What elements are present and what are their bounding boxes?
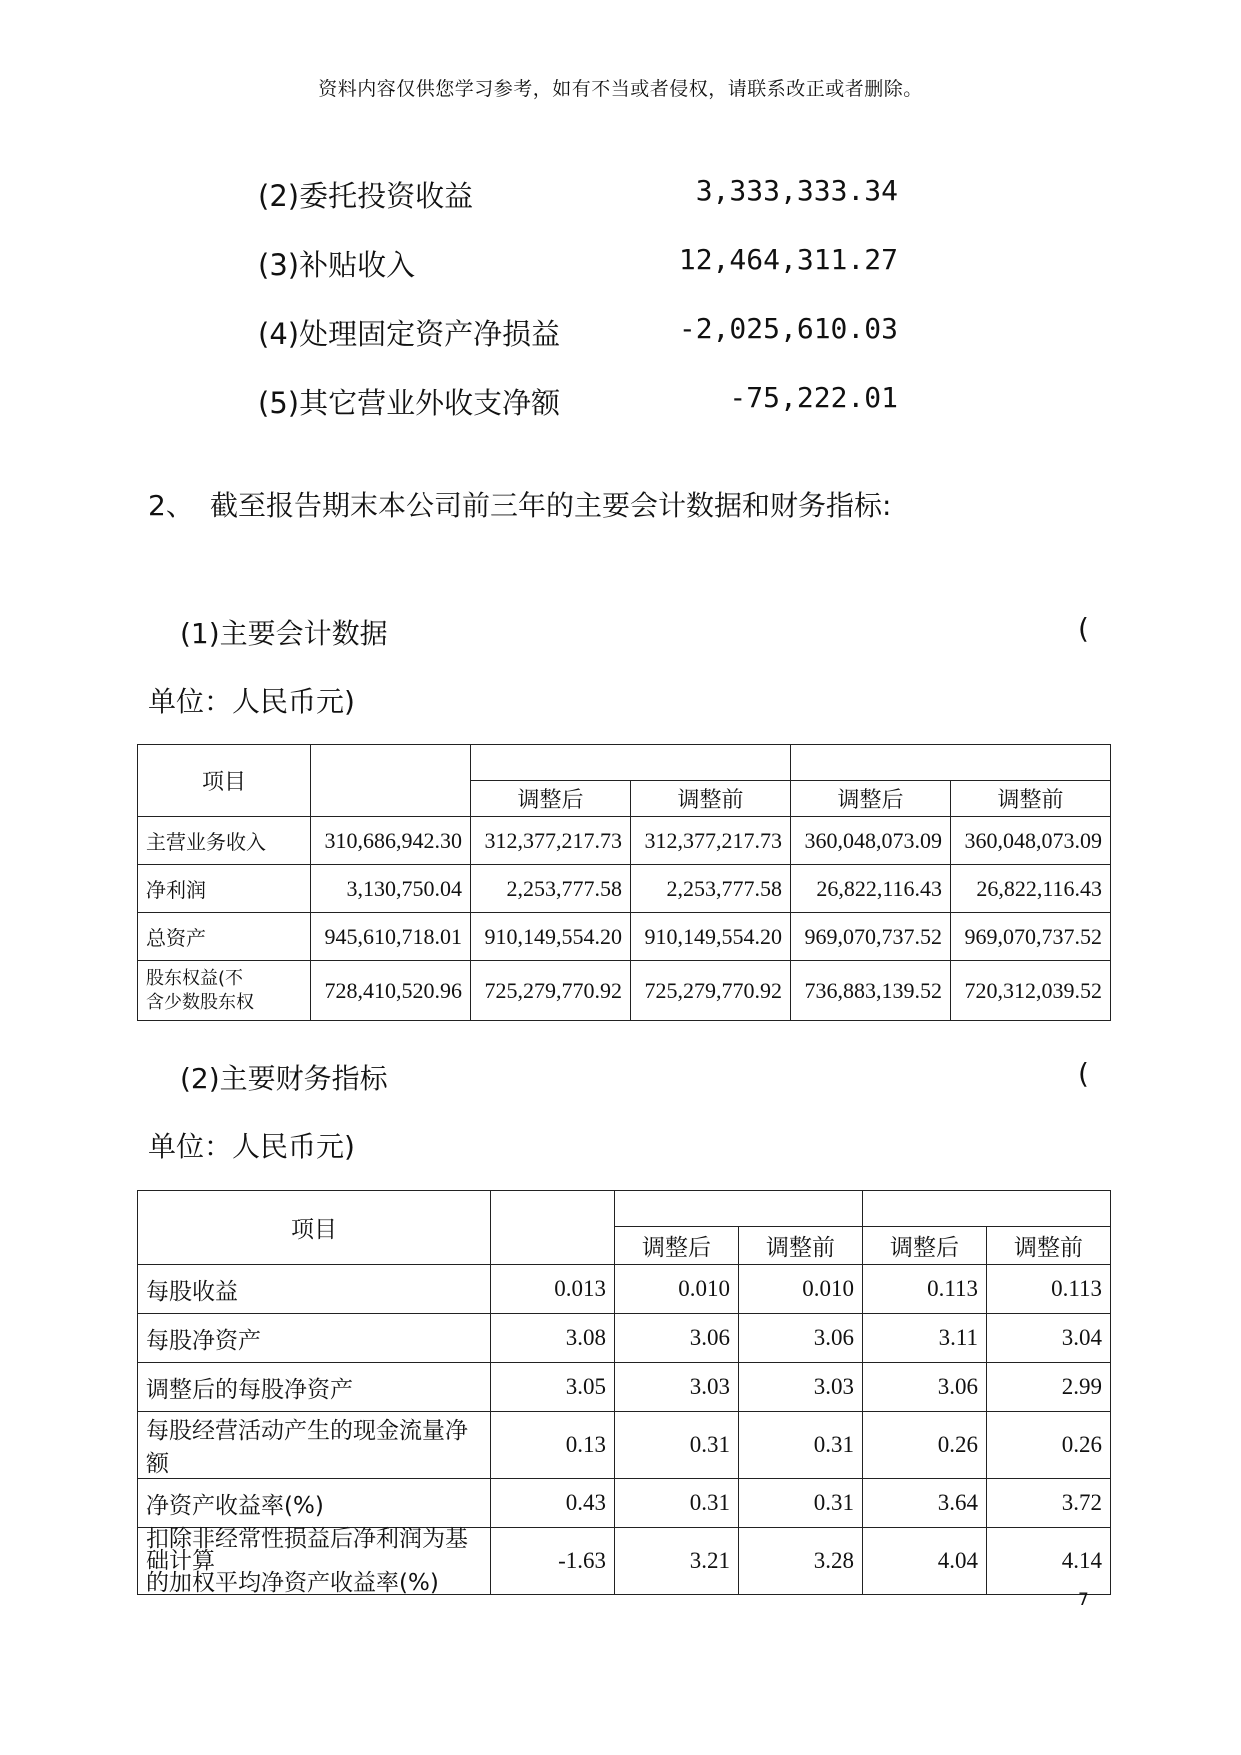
row-label-line: 含少数股东权 [146, 991, 254, 1013]
row-label: 每股经营活动产生的现金流量净额 [138, 1412, 491, 1479]
subsection-1-title: (1)主要会计数据 [180, 617, 388, 650]
table-header-item: 项目 [138, 1191, 491, 1265]
table-header-cell [311, 745, 471, 817]
cell: 0.26 [987, 1412, 1111, 1479]
cell: 736,883,139.52 [791, 961, 951, 1021]
cell: 2,253,777.58 [471, 865, 631, 913]
cell: 360,048,073.09 [791, 817, 951, 865]
table-subheader: 调整前 [987, 1227, 1111, 1265]
table-subheader: 调整后 [471, 781, 631, 817]
table-row [138, 1479, 1111, 1528]
cell: 0.113 [987, 1265, 1111, 1314]
table-row [138, 1314, 1111, 1363]
page-header-notice: 资料内容仅供您学习参考，如有不当或者侵权，请联系改正或者删除。 [318, 78, 923, 100]
income-item-value: 12,464,311.27 [678, 243, 898, 276]
cell: 26,822,116.43 [951, 865, 1111, 913]
subsection-1-paren: ( [1078, 612, 1089, 645]
cell: 910,149,554.20 [471, 913, 631, 961]
subsection-2-paren: ( [1078, 1057, 1089, 1090]
cell: 3.11 [863, 1314, 987, 1363]
cell: 3.03 [739, 1363, 863, 1412]
cell: 310,686,942.30 [311, 817, 471, 865]
section-2-title: 截至报告期末本公司前三年的主要会计数据和财务指标: [210, 489, 892, 522]
income-item [258, 312, 898, 352]
table-header-cell [863, 1191, 1111, 1227]
row-label [138, 1528, 491, 1595]
row-label: 净利润 [138, 865, 311, 913]
cell: 3.04 [987, 1314, 1111, 1363]
cell: 3,130,750.04 [311, 865, 471, 913]
cell: 0.113 [863, 1265, 987, 1314]
subsection-2-unit: 单位：人民币元) [148, 1130, 355, 1163]
cell: 3.06 [615, 1314, 739, 1363]
row-label [138, 961, 311, 1021]
section-2-heading [148, 484, 891, 524]
income-item [258, 381, 898, 421]
income-item-label: (5)其它营业外收支净额 [258, 386, 561, 420]
cell: 720,312,039.52 [951, 961, 1111, 1021]
table-header-cell [791, 745, 1111, 781]
accounting-data-table [137, 744, 1111, 1021]
row-label: 总资产 [138, 913, 311, 961]
cell: 3.21 [615, 1528, 739, 1595]
row-label-line: 的加权平均净资产收益率(%) [146, 1570, 439, 1596]
table-row [138, 1412, 1111, 1479]
cell: 0.31 [739, 1479, 863, 1528]
cell: 26,822,116.43 [791, 865, 951, 913]
row-label: 净资产收益率(%) [138, 1479, 491, 1528]
table-header-cell [615, 1191, 863, 1227]
table-subheader: 调整前 [739, 1227, 863, 1265]
subsection-2-title: (2)主要财务指标 [180, 1062, 388, 1095]
cell: 0.010 [739, 1265, 863, 1314]
cell: 2,253,777.58 [631, 865, 791, 913]
income-item-label: (3)补贴收入 [258, 248, 416, 282]
financial-indicators-table [137, 1190, 1111, 1595]
income-item-value: 3,333,333.34 [695, 174, 898, 207]
row-label: 每股净资产 [138, 1314, 491, 1363]
cell: -1.63 [491, 1528, 615, 1595]
row-label: 主营业务收入 [138, 817, 311, 865]
cell: 910,149,554.20 [631, 913, 791, 961]
cell: 0.13 [491, 1412, 615, 1479]
cell: 3.28 [739, 1528, 863, 1595]
cell: 945,610,718.01 [311, 913, 471, 961]
cell: 4.14 [987, 1528, 1111, 1595]
cell: 312,377,217.73 [471, 817, 631, 865]
subsection-1-unit: 单位：人民币元) [148, 685, 355, 718]
table-row [138, 1363, 1111, 1412]
cell: 3.06 [739, 1314, 863, 1363]
cell: 0.31 [615, 1412, 739, 1479]
section-2-number: 2、 [148, 489, 194, 522]
cell: 0.010 [615, 1265, 739, 1314]
cell: 3.72 [987, 1479, 1111, 1528]
row-label: 调整后的每股净资产 [138, 1363, 491, 1412]
income-item [258, 174, 898, 214]
cell: 360,048,073.09 [951, 817, 1111, 865]
cell: 3.03 [615, 1363, 739, 1412]
income-item [258, 243, 898, 283]
cell: 3.06 [863, 1363, 987, 1412]
income-item-label: (4)处理固定资产净损益 [258, 317, 561, 351]
cell: 0.31 [615, 1479, 739, 1528]
table-row [138, 1265, 1111, 1314]
income-item-value: -75,222.01 [729, 381, 898, 414]
table-header-cell [491, 1191, 615, 1265]
row-label: 每股收益 [138, 1265, 491, 1314]
table-subheader: 调整前 [951, 781, 1111, 817]
table-row [138, 1528, 1111, 1595]
cell: 4.04 [863, 1528, 987, 1595]
cell: 2.99 [987, 1363, 1111, 1412]
income-item-value: -2,025,610.03 [678, 312, 898, 345]
table-subheader: 调整后 [863, 1227, 987, 1265]
cell: 728,410,520.96 [311, 961, 471, 1021]
cell: 312,377,217.73 [631, 817, 791, 865]
table-row [138, 961, 1111, 1021]
cell: 0.013 [491, 1265, 615, 1314]
cell: 725,279,770.92 [631, 961, 791, 1021]
table-row [138, 865, 1111, 913]
income-item-label: (2)委托投资收益 [258, 179, 474, 213]
table-row [138, 913, 1111, 961]
row-label-line: 扣除非经常性损益后净利润为基础计算 [146, 1526, 468, 1574]
cell: 3.64 [863, 1479, 987, 1528]
cell: 0.43 [491, 1479, 615, 1528]
cell: 0.31 [739, 1412, 863, 1479]
cell: 725,279,770.92 [471, 961, 631, 1021]
table-row [138, 817, 1111, 865]
table-header-item: 项目 [138, 745, 311, 817]
table-header-cell [471, 745, 791, 781]
page-number: 7 [1078, 1590, 1089, 1610]
table-subheader: 调整前 [631, 781, 791, 817]
table-subheader: 调整后 [791, 781, 951, 817]
cell: 3.05 [491, 1363, 615, 1412]
cell: 3.08 [491, 1314, 615, 1363]
cell: 969,070,737.52 [951, 913, 1111, 961]
row-label-line: 股东权益(不 [146, 967, 244, 989]
cell: 969,070,737.52 [791, 913, 951, 961]
cell: 0.26 [863, 1412, 987, 1479]
table-subheader: 调整后 [615, 1227, 739, 1265]
